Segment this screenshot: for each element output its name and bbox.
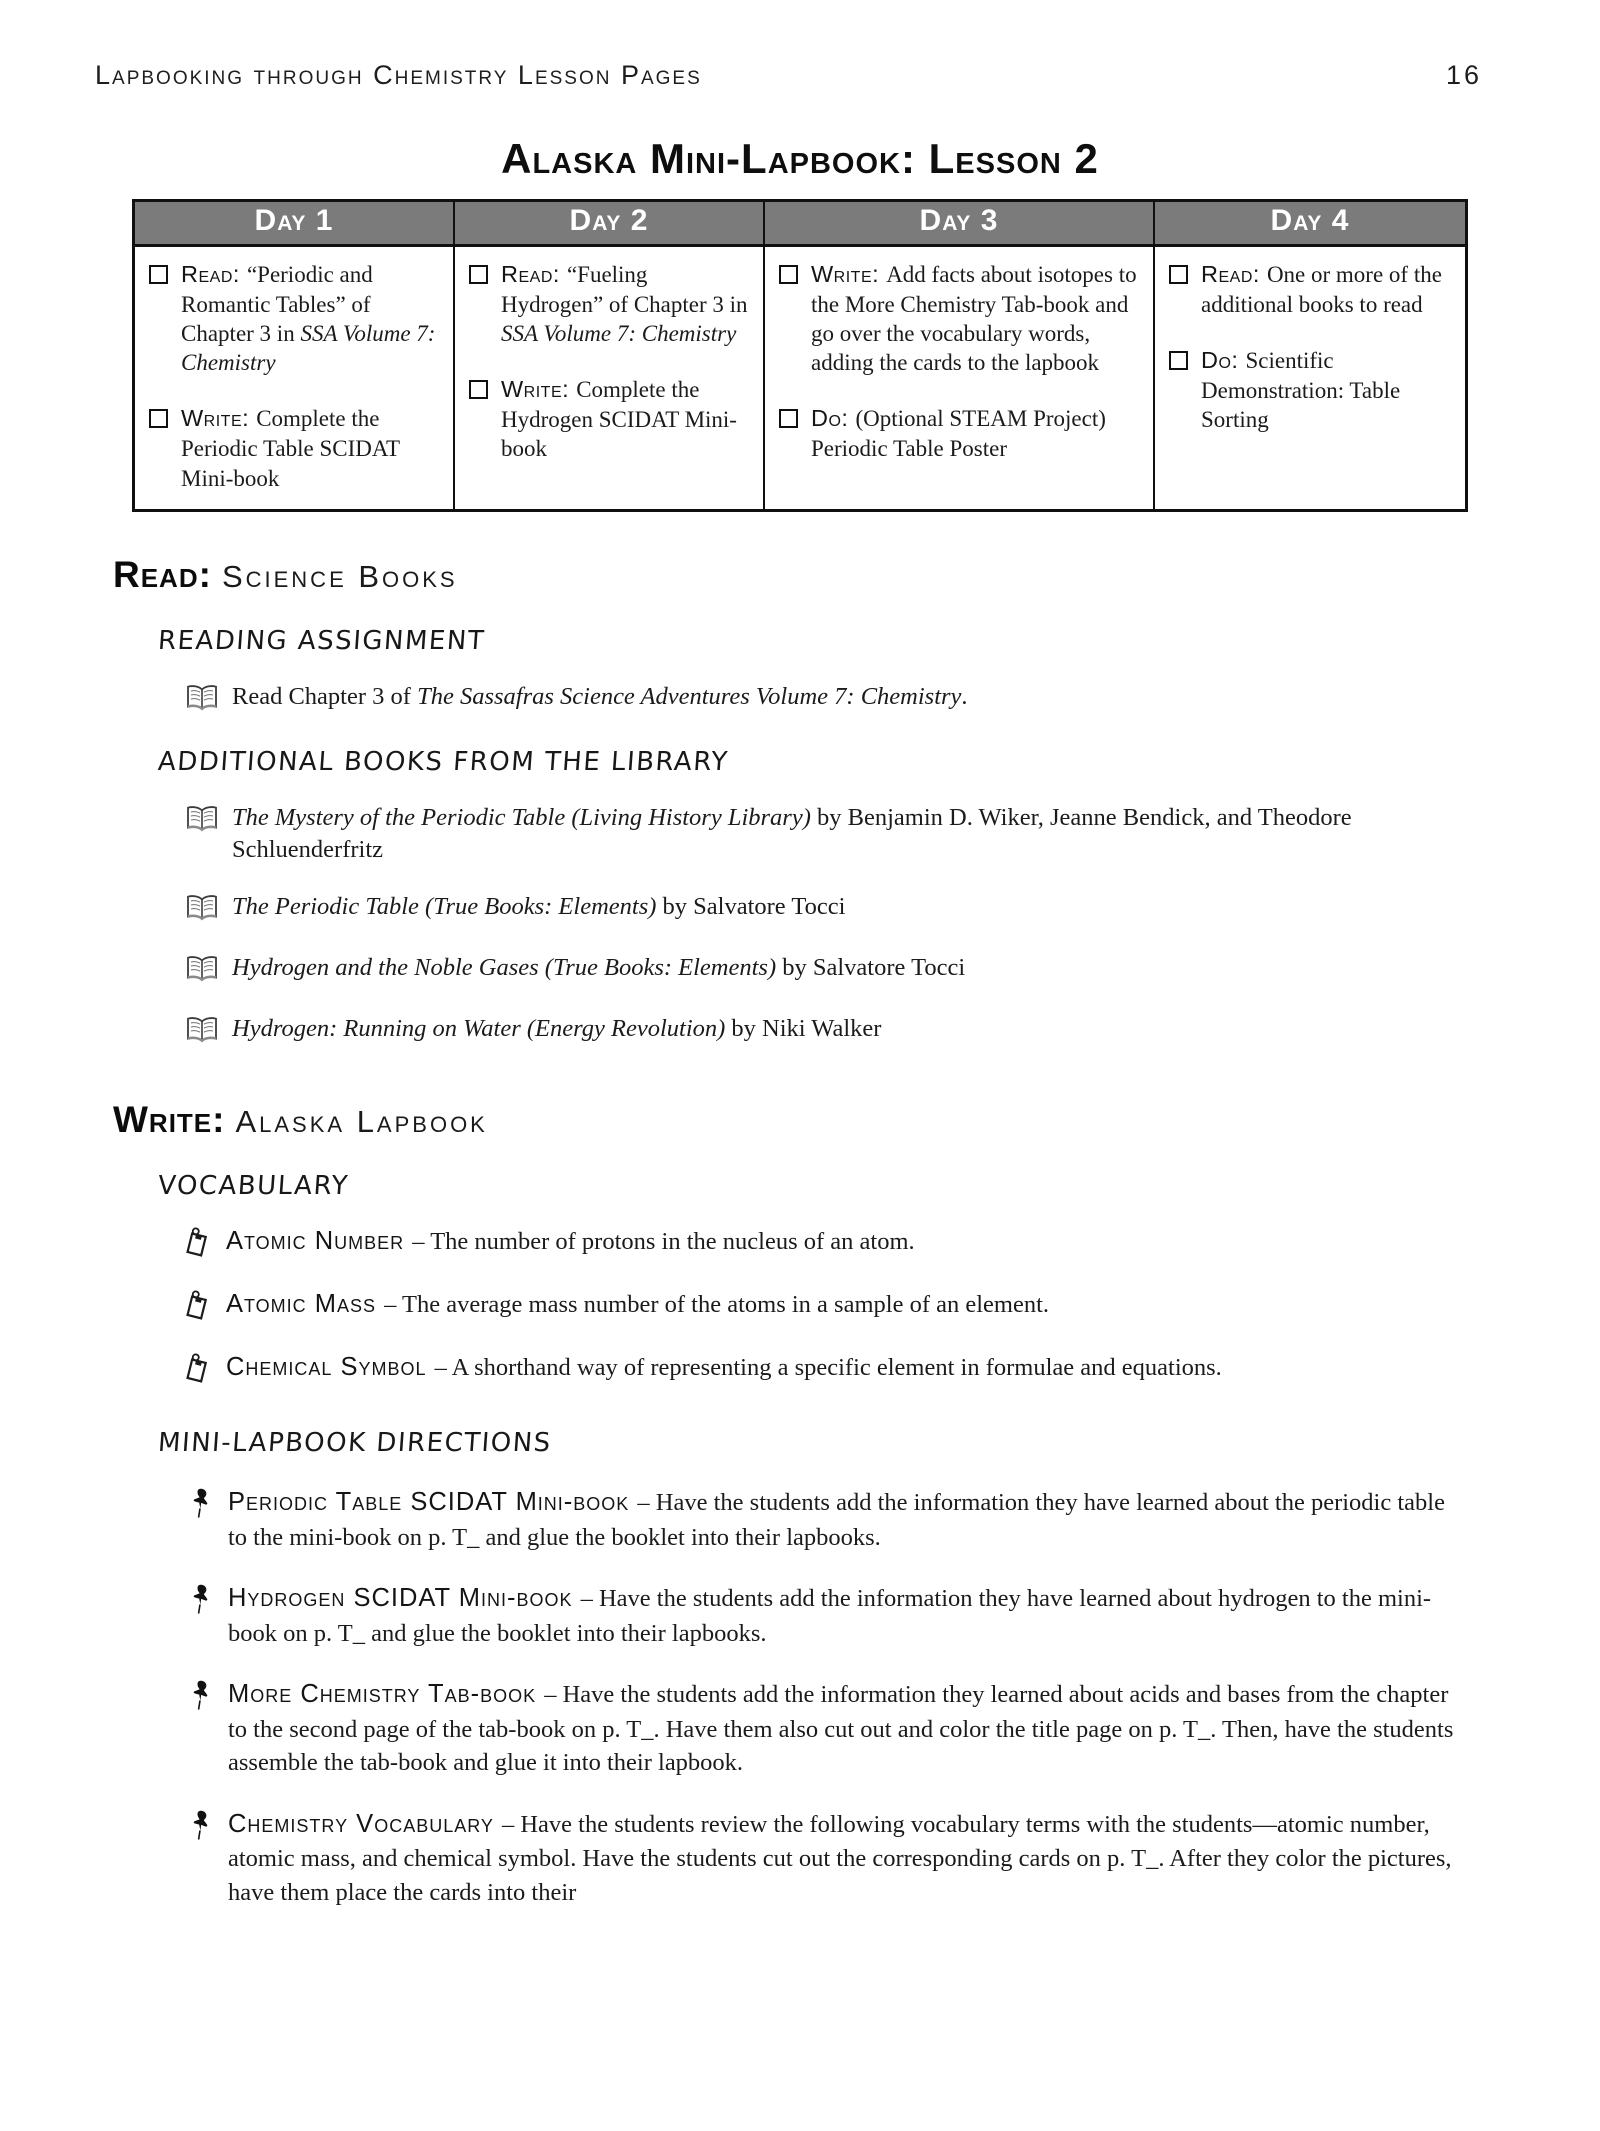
direction-text: [228, 1485, 1462, 1554]
task-item: [147, 260, 443, 377]
task-item: [147, 404, 443, 492]
write-label: Write:: [113, 1099, 226, 1141]
read-section-heading: [113, 554, 1600, 596]
day-header: Day 2: [455, 202, 763, 247]
task-text: [811, 404, 1143, 463]
book-text: [232, 802, 1475, 867]
book-title-text: The Sassafras Science Adventures Volume 7: Chemistry: [417, 682, 962, 710]
body-text: Scientific Demonstration: Table Sorting: [1201, 348, 1401, 433]
task-checkbox: [779, 265, 798, 284]
write-section-heading: [113, 1099, 1600, 1141]
book-text: [232, 952, 965, 984]
task-label: Read:: [181, 261, 247, 287]
direction-text: [228, 1807, 1462, 1910]
pushpin-icon: [190, 1488, 211, 1525]
task-checkbox: [469, 265, 488, 284]
body-text: One or more of the additional books to read: [1201, 262, 1442, 317]
vocab-definition: – The number of protons in the nucleus of an atom.: [412, 1228, 915, 1256]
book-title-text: Hydrogen and the Noble Gases (True Books: Elements): [232, 954, 777, 982]
reading-assignment-item: [185, 681, 1475, 717]
direction-body: – Have the students add the information they learned about acids and bases from the chapter to the second page of the tab-book on p. T_. Have them also cut out and color the title page on p. T_. Then, have the students assemble the tab-book and glue it into their lapbook.: [228, 1681, 1454, 1777]
vocab-item: [183, 1351, 1475, 1390]
book-list: [0, 802, 1600, 1050]
pushpin-icon: [190, 1680, 211, 1717]
vocab-definition: – A shorthand way of representing a specific element in formulae and equations.: [434, 1354, 1222, 1382]
direction-item: [190, 1581, 1462, 1650]
vocab-term: Chemical Symbol: [226, 1353, 435, 1382]
task-label: Write:: [181, 405, 257, 432]
body-text: by Benjamin D. Wiker, Jeanne Bendick, and Theodore Schluenderfritz: [232, 803, 1352, 864]
task-label: Read:: [501, 261, 567, 287]
book-title-text: Hydrogen: Running on Water (Energy Revolution): [232, 1015, 726, 1043]
vocab-item: [183, 1288, 1475, 1327]
direction-item: [190, 1677, 1462, 1780]
body-text: “Fueling Hydrogen” of Chapter 3 in: [501, 262, 748, 317]
book-title-text: The Mystery of the Periodic Table (Living History Library): [232, 803, 811, 831]
direction-term: Periodic Table SCIDAT Mini-book: [228, 1488, 638, 1517]
task-checkbox: [1169, 265, 1188, 284]
open-book-icon: [185, 894, 219, 927]
day-column: [135, 202, 455, 509]
pushpin-icon: [190, 1584, 211, 1621]
task-checkbox: [779, 409, 798, 428]
direction-item: [190, 1485, 1462, 1554]
task-text: [501, 375, 753, 463]
direction-text: [228, 1581, 1462, 1650]
task-checkbox: [149, 409, 168, 428]
vocab-definition: – The average mass number of the atoms in a sample of an element.: [384, 1291, 1050, 1319]
body-text: “Periodic and Romantic Tables” of Chapter 3 in: [181, 262, 373, 347]
task-text: [501, 260, 753, 348]
body-text: (Optional STEAM Project) Periodic Table Poster: [811, 406, 1106, 462]
vocab-text: [226, 1351, 1222, 1385]
open-book-icon: [185, 1016, 219, 1049]
task-label: Read:: [1201, 261, 1267, 287]
body-text: by Niki Walker: [725, 1015, 882, 1043]
task-text: [181, 404, 443, 492]
task-text: [181, 260, 443, 377]
task-text: [811, 260, 1143, 377]
tag-icon: [183, 1227, 212, 1264]
running-header: Lapbooking through Chemistry Lesson Pages: [95, 60, 702, 90]
book-title-text: The Periodic Table (True Books: Elements): [232, 893, 657, 921]
body-text: Complete the Periodic Table SCIDAT Mini-book: [181, 406, 400, 491]
direction-text: [228, 1677, 1462, 1780]
body-text: by Salvatore Tocci: [656, 893, 846, 921]
task-item: [777, 404, 1143, 463]
task-label: Write:: [501, 376, 577, 403]
day-cell: [455, 247, 763, 480]
book-text: [232, 1013, 881, 1045]
day-cell: [1155, 247, 1465, 450]
task-item: [777, 260, 1143, 377]
day-cell: [765, 247, 1153, 480]
book-item: [185, 952, 1475, 988]
task-checkbox: [1169, 351, 1188, 370]
open-book-icon: [185, 684, 219, 717]
read-title: Science Books: [221, 558, 458, 594]
book-item: [185, 1013, 1475, 1049]
task-item: [1167, 346, 1455, 434]
page-number: 16: [1445, 60, 1482, 90]
body-text: Read Chapter 3 of: [232, 682, 418, 710]
task-label: Write:: [811, 261, 887, 287]
body-text: Complete the Hydrogen SCIDAT Mini-book: [501, 377, 737, 462]
reading-assignment-text: [232, 681, 968, 713]
additional-books-heading: ADDITIONAL BOOKS FROM THE LIBRARY: [157, 746, 730, 777]
body-text: Add facts about isotopes to the More Chemistry Tab-book and go over the vocabulary words, adding the cards to the lapbook: [811, 262, 1137, 376]
book-text: [232, 891, 845, 923]
vocab-text: [226, 1225, 915, 1259]
vocabulary-list: [0, 1225, 1600, 1390]
read-label: Read:: [113, 553, 212, 595]
task-label: Do:: [1201, 347, 1246, 374]
open-book-icon: [185, 805, 219, 838]
vocab-term: Atomic Mass: [226, 1290, 385, 1319]
task-label: Do:: [811, 405, 856, 432]
day-column: [765, 202, 1155, 509]
directions-list: [0, 1485, 1600, 1910]
direction-body: – Have the students add the information they have learned about the periodic table to the mini-book on p. T_ and glue the booklet into their lapbooks.: [228, 1489, 1445, 1551]
direction-term: Chemistry Vocabulary: [228, 1810, 502, 1839]
tag-icon: [183, 1290, 212, 1327]
tag-icon: [183, 1353, 212, 1390]
book-item: [185, 891, 1475, 927]
direction-item: [190, 1807, 1462, 1910]
vocab-text: [226, 1288, 1049, 1322]
directions-heading: MINI-LAPBOOK DIRECTIONS: [157, 1428, 553, 1459]
open-book-icon: [185, 955, 219, 988]
body-text: by Salvatore Tocci: [776, 954, 966, 982]
book-item: [185, 802, 1475, 867]
task-item: [1167, 260, 1455, 319]
book-title-text: SSA Volume 7: Chemistry: [181, 321, 436, 376]
write-title: Alaska Lapbook: [235, 1104, 488, 1140]
task-item: [467, 375, 753, 463]
direction-body: – Have the students review the following vocabulary terms with the students—atomic number, atomic mass, and chemical symbol. Have the students cut out the corresponding cards on p. T_. After they color the pictures, have them place the cards into their: [228, 1811, 1452, 1907]
day-header: Day 3: [765, 202, 1153, 247]
direction-term: Hydrogen SCIDAT Mini-book: [228, 1584, 581, 1613]
page-header: [95, 60, 1482, 91]
pushpin-icon: [190, 1810, 211, 1847]
direction-term: More Chemistry Tab-book: [228, 1680, 545, 1709]
day-column: [455, 202, 765, 509]
task-checkbox: [469, 380, 488, 399]
task-checkbox: [149, 265, 168, 284]
lesson-title: Alaska Mini-Lapbook: Lesson 2: [501, 135, 1099, 182]
day-header: Day 1: [135, 202, 453, 247]
reading-assignment: [0, 681, 1600, 717]
direction-body: – Have the students add the information they have learned about hydrogen to the mini-book on p. T_ and glue the booklet into their lapbooks.: [228, 1585, 1432, 1647]
schedule-table: [132, 199, 1468, 512]
vocabulary-heading: VOCABULARY: [157, 1171, 350, 1202]
day-header: Day 4: [1155, 202, 1465, 247]
day-cell: [135, 247, 453, 509]
day-column: [1155, 202, 1465, 509]
task-item: [467, 260, 753, 348]
body-text: .: [961, 682, 968, 710]
vocab-term: Atomic Number: [226, 1227, 413, 1256]
task-text: [1201, 346, 1455, 434]
reading-assignment-heading: READING ASSIGNMENT: [157, 625, 487, 656]
vocab-item: [183, 1225, 1475, 1264]
book-title-text: SSA Volume 7: Chemistry: [501, 321, 737, 347]
task-text: [1201, 260, 1455, 319]
